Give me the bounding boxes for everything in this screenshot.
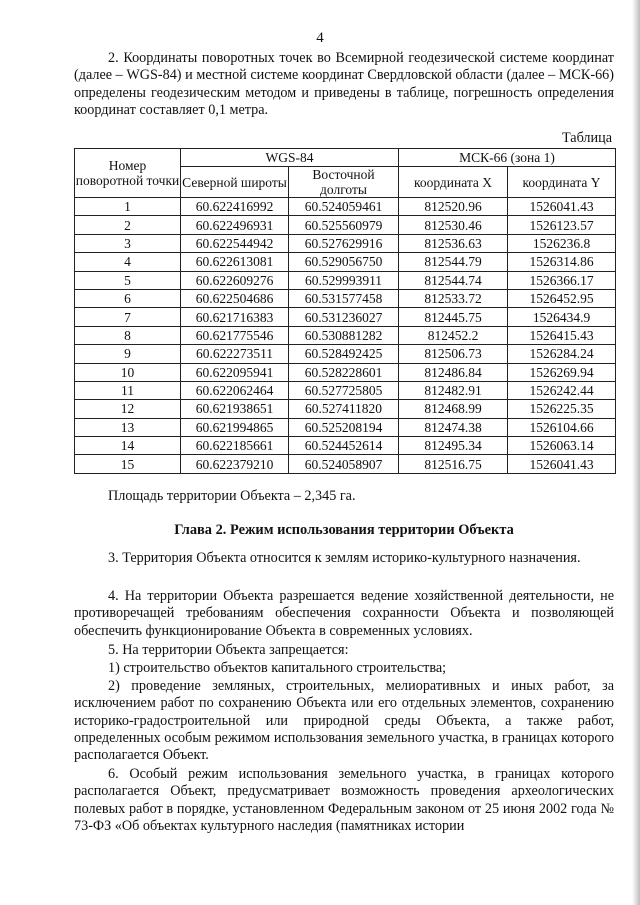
paragraph-5-item-1: 1) строительство объектов капитального строительства; [108, 660, 447, 676]
x-cell: 812468.99 [399, 400, 508, 418]
y-cell: 1526269.94 [508, 363, 616, 381]
table-row [75, 437, 616, 455]
longitude-cell: 60.528228601 [289, 363, 399, 381]
paragraph-5: 5. На территории Объекта запрещается: [108, 642, 349, 658]
longitude-cell: 60.531577458 [289, 289, 399, 307]
longitude-cell: 60.531236027 [289, 308, 399, 326]
point-number-cell: 11 [75, 381, 181, 399]
paragraph-3: 3. Территория Объекта относится к землям историко-культурного назначения. [108, 550, 581, 566]
latitude-cell: 60.621994865 [181, 418, 289, 436]
header-point-number: Номер поворотной точки [75, 149, 181, 198]
table-row [75, 289, 616, 307]
scan-edge [632, 0, 640, 905]
table-row [75, 345, 616, 363]
x-cell: 812474.38 [399, 418, 508, 436]
longitude-cell: 60.529993911 [289, 271, 399, 289]
table-row [75, 271, 616, 289]
x-cell: 812445.75 [399, 308, 508, 326]
point-number-cell: 2 [75, 216, 181, 234]
header-msk66: МСК-66 (зона 1) [399, 149, 616, 167]
table-body [75, 198, 616, 474]
point-number-cell: 4 [75, 253, 181, 271]
latitude-cell: 60.622613081 [181, 253, 289, 271]
longitude-cell: 60.528492425 [289, 345, 399, 363]
header-north-latitude: Северной широты [181, 167, 289, 198]
latitude-cell: 60.621938651 [181, 400, 289, 418]
header-coordinate-x: координата X [399, 167, 508, 198]
header-east-longitude: Восточной долготы [289, 167, 399, 198]
y-cell: 1526415.43 [508, 326, 616, 344]
table-caption: Таблица [561, 130, 612, 146]
y-cell: 1526063.14 [508, 437, 616, 455]
longitude-cell: 60.527411820 [289, 400, 399, 418]
table-row [75, 234, 616, 252]
y-cell: 1526123.57 [508, 216, 616, 234]
latitude-cell: 60.622273511 [181, 345, 289, 363]
paragraph-4: 4. На территории Объекта разрешается ведение хозяйственной деятельности, не противоречащей требованиям обеспечения сохранности Объекта и позволяющей обеспечить функционирование Объекта в современных условиях. [74, 588, 614, 639]
table-row [75, 418, 616, 436]
intro-paragraph: 2. Координаты поворотных точек во Всемирной геодезической системе координат (далее – WGS-84) и местной системе координат Свердловской области (далее – МСК-66) определены геодезическим методом и приведены в таблице, погрешность определения координат составляет 0,1 метра. [74, 50, 614, 118]
y-cell: 1526225.35 [508, 400, 616, 418]
y-cell: 1526242.44 [508, 381, 616, 399]
latitude-cell: 60.622544942 [181, 234, 289, 252]
point-number-cell: 10 [75, 363, 181, 381]
table-row [75, 253, 616, 271]
table-row [75, 363, 616, 381]
latitude-cell: 60.622504686 [181, 289, 289, 307]
x-cell: 812495.34 [399, 437, 508, 455]
latitude-cell: 60.622062464 [181, 381, 289, 399]
paragraph-5-item-2: 2) проведение земляных, строительных, мелиоративных и иных работ, за исключением работ по сохранению Объекта или его отдельных элементов, сохранению историко-градостроительной или природной среды Объекта, а также работ, определенных особым режимом использования земельного участка, в границах которого располагается Объект. [74, 678, 614, 764]
point-number-cell: 15 [75, 455, 181, 473]
x-cell: 812544.74 [399, 271, 508, 289]
longitude-cell: 60.524059461 [289, 198, 399, 216]
point-number-cell: 3 [75, 234, 181, 252]
table-row [75, 455, 616, 473]
table-row [75, 198, 616, 216]
y-cell: 1526314.86 [508, 253, 616, 271]
x-cell: 812544.79 [399, 253, 508, 271]
chapter-title: Глава 2. Режим использования территории Объекта [174, 522, 514, 538]
point-number-cell: 7 [75, 308, 181, 326]
longitude-cell: 60.524058907 [289, 455, 399, 473]
y-cell: 1526452.95 [508, 289, 616, 307]
y-cell: 1526104.66 [508, 418, 616, 436]
x-cell: 812533.72 [399, 289, 508, 307]
longitude-cell: 60.525208194 [289, 418, 399, 436]
longitude-cell: 60.530881282 [289, 326, 399, 344]
coordinates-table [74, 148, 616, 474]
point-number-cell: 5 [75, 271, 181, 289]
table-row [75, 308, 616, 326]
latitude-cell: 60.621775546 [181, 326, 289, 344]
point-number-cell: 6 [75, 289, 181, 307]
y-cell: 1526041.43 [508, 198, 616, 216]
x-cell: 812486.84 [399, 363, 508, 381]
paragraph-6: 6. Особый режим использования земельного участка, в границах которого располагается Объект, предусматривает возможность проведения археологических полевых работ в порядке, установленном Федеральным законом от 25 июня 2002 года № 73-ФЗ «Об объектах культурного наследия (памятниках истории [74, 766, 614, 834]
y-cell: 1526041.43 [508, 455, 616, 473]
longitude-cell: 60.524452614 [289, 437, 399, 455]
point-number-cell: 1 [75, 198, 181, 216]
latitude-cell: 60.622379210 [181, 455, 289, 473]
page-number: 4 [316, 30, 324, 46]
longitude-cell: 60.527629916 [289, 234, 399, 252]
longitude-cell: 60.529056750 [289, 253, 399, 271]
y-cell: 1526434.9 [508, 308, 616, 326]
latitude-cell: 60.622496931 [181, 216, 289, 234]
longitude-cell: 60.527725805 [289, 381, 399, 399]
point-number-cell: 12 [75, 400, 181, 418]
area-text: Площадь территории Объекта – 2,345 га. [108, 488, 356, 504]
latitude-cell: 60.622416992 [181, 198, 289, 216]
table-row [75, 400, 616, 418]
y-cell: 1526366.17 [508, 271, 616, 289]
x-cell: 812516.75 [399, 455, 508, 473]
point-number-cell: 14 [75, 437, 181, 455]
latitude-cell: 60.622609276 [181, 271, 289, 289]
header-wgs84: WGS-84 [181, 149, 399, 167]
x-cell: 812452.2 [399, 326, 508, 344]
y-cell: 1526284.24 [508, 345, 616, 363]
latitude-cell: 60.621716383 [181, 308, 289, 326]
longitude-cell: 60.525560979 [289, 216, 399, 234]
y-cell: 1526236.8 [508, 234, 616, 252]
x-cell: 812520.96 [399, 198, 508, 216]
header-coordinate-y: координата Y [508, 167, 616, 198]
x-cell: 812530.46 [399, 216, 508, 234]
latitude-cell: 60.622185661 [181, 437, 289, 455]
table-row [75, 216, 616, 234]
x-cell: 812536.63 [399, 234, 508, 252]
point-number-cell: 9 [75, 345, 181, 363]
x-cell: 812506.73 [399, 345, 508, 363]
latitude-cell: 60.622095941 [181, 363, 289, 381]
table-row [75, 326, 616, 344]
x-cell: 812482.91 [399, 381, 508, 399]
point-number-cell: 13 [75, 418, 181, 436]
table-row [75, 381, 616, 399]
point-number-cell: 8 [75, 326, 181, 344]
